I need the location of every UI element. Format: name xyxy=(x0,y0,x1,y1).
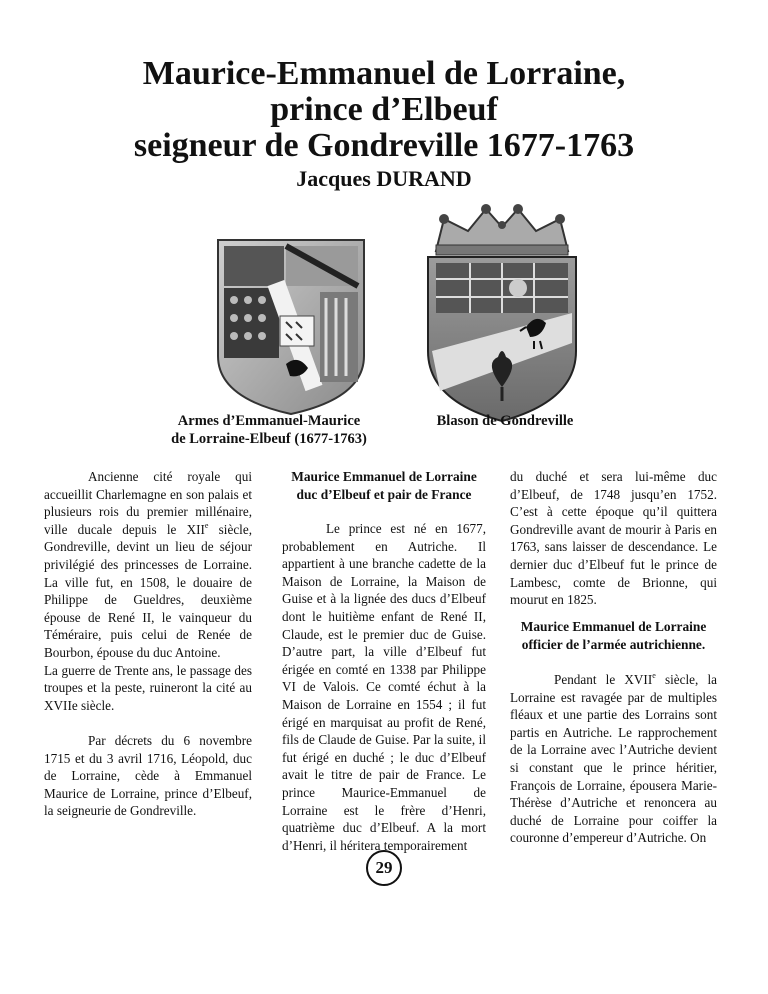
heading-line-1: Maurice Emmanuel de Lorraine xyxy=(520,619,707,634)
column-2-paragraph: Le prince est né en 1677, probablement en Autriche. Il appartient à une branche cadette de la Maison de Lorraine, la Maison de Guise et à la lignée des ducs d’Elbeuf dont le huitième enfant de René II, Claude, est le premier duc de Guise. D’autre part, la ville d’Elbeuf fut érigée en comté en 1338 par Philippe VI de Valois. Ce comté échut à la Maison de Lorraine en 1554 ; il fut érigé en marquisat au profit de René, fils de Claude de Guise. Par la suite, il fut érigé en duché ; le duc d’Elbeuf avait le titre de pair de France. Le prince Maurice-Emmanuel de Lorraine est le frère d’Henri, quatrième duc d’Elbeuf. A la mort d’Henri, il héritera temporairement xyxy=(282,521,486,853)
column-1-paragraph-1-end: La guerre de Trente ans, le passage des troupes et la peste, ruineront la cité au XVIIe siècle. xyxy=(44,662,252,713)
section-heading-duc-elbeuf xyxy=(282,468,486,504)
emmanuel-maurice-arms-image xyxy=(216,238,366,416)
author-name: Jacques DURAND xyxy=(296,166,472,191)
heading-line-2: duc d’Elbeuf et pair de France xyxy=(296,487,472,502)
left-caption-line-1: Armes d’Emmanuel-Maurice xyxy=(177,413,361,429)
column-3-paragraph-1: du duché et sera lui-même duc d’Elbeuf, de 1748 jusqu’en 1752. C’est à cette époque qu’il quittera Gondreville avant de mourir à Paris en 1763, sans laisser de descendance. Le dernier duc d’Elbeuf fut le prince de Lambesc, comte de Brionne, qui mourut en 1825. xyxy=(510,469,717,608)
section-heading-officier xyxy=(510,618,717,654)
column-3-paragraph-2: Pendant le XVIIe siècle, la Lorraine est ravagée par de multiples fléaux et une partie des Lorrains sont partis en Autriche. Le rapprochement de la Lorraine avec l’Autriche devient si constant que le prince héritier, François de Lorraine, épousera Marie-Thérèse d’Autriche et renoncera au duché de Lorraine pour coiffer la couronne d’empereur d’Autriche. On xyxy=(510,671,717,846)
title-line-3: seigneur de Gondreville 1677-1763 xyxy=(133,127,635,164)
column-2 xyxy=(282,520,486,854)
gondreville-blazon-image xyxy=(422,201,582,423)
title-line-1: Maurice-Emmanuel de Lorraine, xyxy=(142,55,626,92)
heading-line-2: officier de l’armée autrichienne. xyxy=(521,637,706,652)
title-line-2: prince d’Elbeuf xyxy=(270,91,498,128)
column-3-top xyxy=(510,468,717,609)
column-1-paragraph-2 xyxy=(44,732,252,820)
right-blazon-caption: Blason de Gondreville xyxy=(436,413,574,429)
column-1-paragraph-1: Ancienne cité royale qui accueillit Charlemagne en son palais et plusieurs rois du premier millénaire, ville ducale depuis le XIIe siècle, Gondreville, devint un lieu de séjour privilégié des princesses de Lorraine. La ville fut, en 1508, le douaire de Philippe de Gueldres, deuxième épouse de René II, le vainqueur du Téméraire, puis celui de Renée de Bourbon, épouse du duc Antoine. xyxy=(44,469,252,660)
left-caption-line-2: de Lorraine-Elbeuf (1677-1763) xyxy=(171,431,367,447)
column-1-paragraph-2-text: Par décrets du 6 novembre 1715 et du 3 avril 1716, Léopold, duc de Lorraine, cède à Emmanuel Maurice de Lorraine, prince d’Elbeuf, la seigneurie de Gondreville. xyxy=(44,733,252,819)
column-3-bottom xyxy=(510,671,717,847)
heading-line-1: Maurice Emmanuel de Lorraine xyxy=(291,469,477,484)
column-1 xyxy=(44,468,252,714)
page-number: 29 xyxy=(366,850,402,886)
article-title xyxy=(0,56,768,164)
left-arms-caption xyxy=(126,412,412,448)
